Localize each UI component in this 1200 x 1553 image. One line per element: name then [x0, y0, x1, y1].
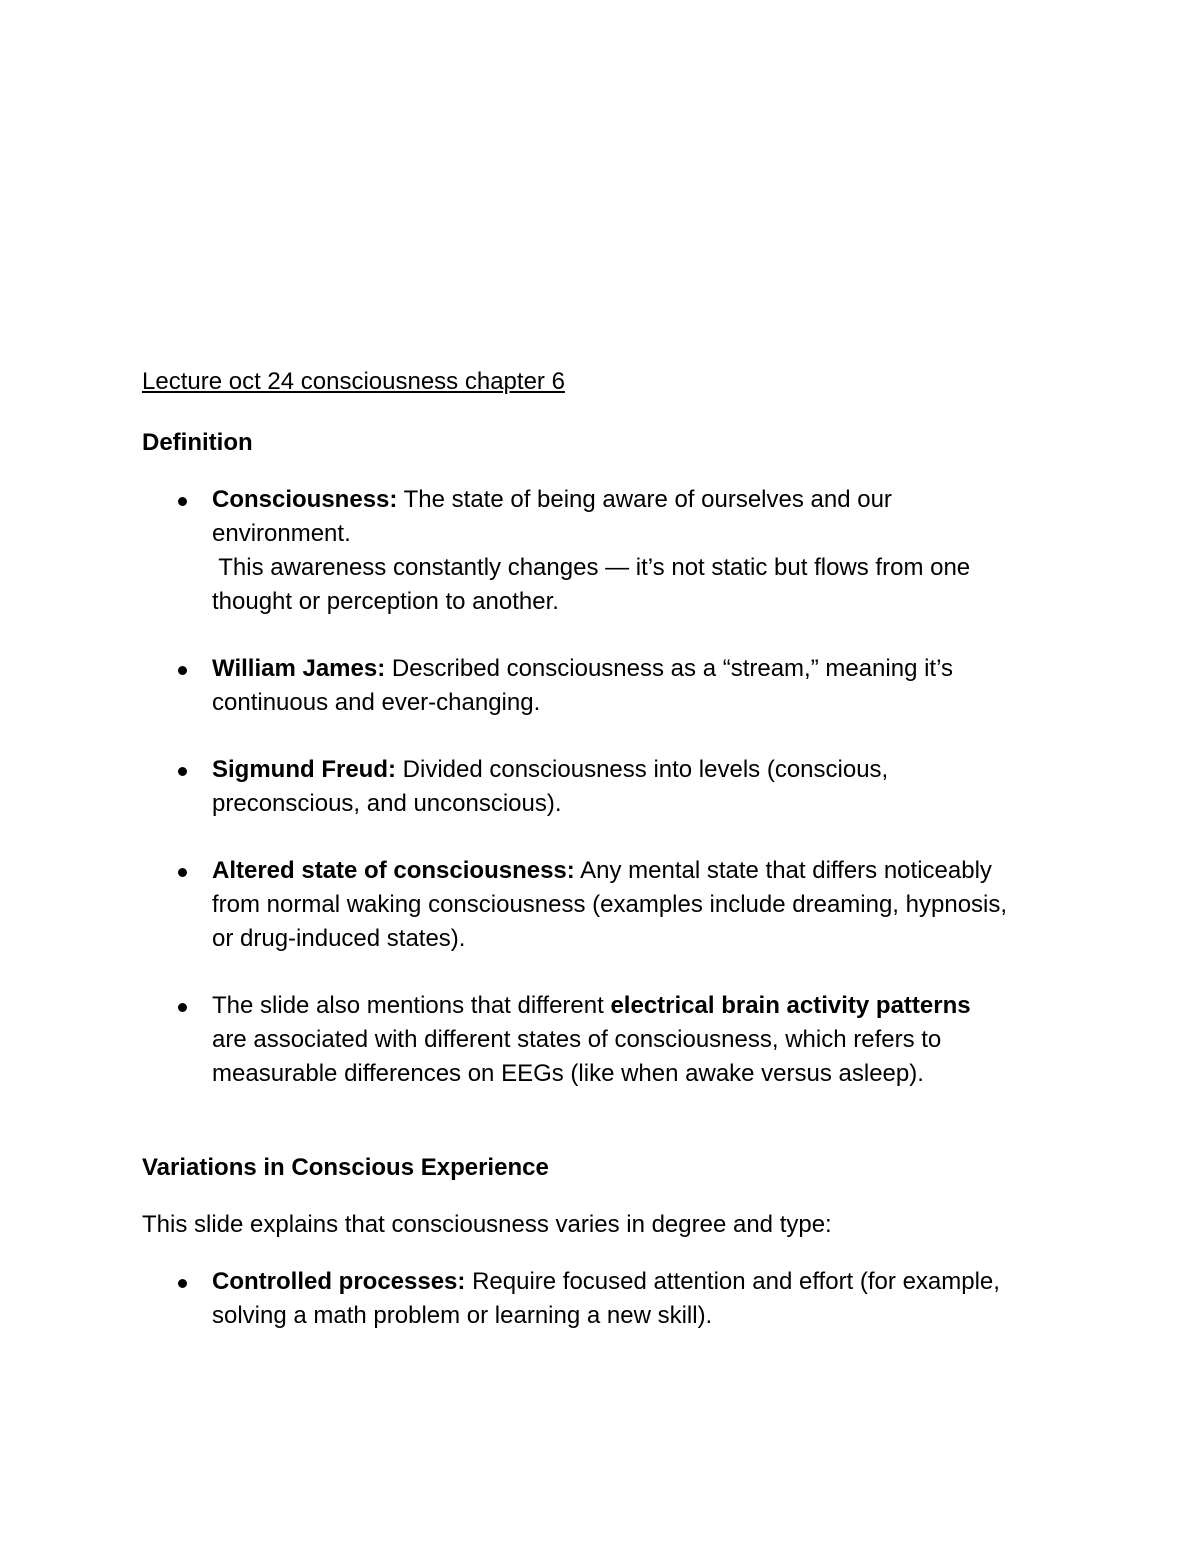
definition-text: Require focused attention and effort (for example,	[465, 1268, 1000, 1295]
term-william-james: William James:	[212, 655, 386, 682]
list-item-controlled-processes	[212, 1265, 1082, 1333]
list-item-line: or drug-induced states).	[212, 925, 466, 952]
list-item-line: This awareness constantly changes — it’s not static but flows from one	[212, 554, 971, 581]
list-item-line	[212, 652, 1082, 686]
list-item-consciousness	[212, 483, 1082, 619]
list-item-line: solving a math problem or learning a new skill).	[212, 1302, 713, 1329]
list-item-line	[212, 483, 1082, 517]
definition-text: The state of being aware of ourselves and our	[397, 486, 892, 513]
list-item-line: are associated with different states of consciousness, which refers to	[212, 1026, 942, 1053]
term-altered-state: Altered state of consciousness:	[212, 857, 575, 884]
definition-text: The slide also mentions that different	[212, 992, 611, 1019]
list-item-line	[212, 989, 1082, 1023]
list-item-line: preconscious, and unconscious).	[212, 790, 562, 817]
definition-text: Divided consciousness into levels (conscious,	[395, 756, 889, 783]
list-item-brain-activity	[212, 989, 1082, 1091]
list-item-altered-state	[212, 854, 1082, 956]
bullet-icon	[178, 666, 187, 675]
term-controlled-processes: Controlled processes:	[212, 1268, 466, 1295]
bullet-icon	[178, 868, 187, 877]
list-item-william-james	[212, 652, 1082, 720]
term-sigmund-freud: Sigmund Freud:	[212, 756, 396, 783]
bullet-icon	[178, 1279, 187, 1288]
document-title: Lecture oct 24 consciousness chapter 6	[142, 368, 565, 395]
list-item-line: from normal waking consciousness (examples include dreaming, hypnosis,	[212, 891, 1008, 918]
section-heading-variations: Variations in Conscious Experience	[142, 1154, 549, 1181]
list-item-line	[212, 854, 1082, 888]
bullet-icon	[178, 767, 187, 776]
list-item-line: continuous and ever-changing.	[212, 689, 541, 716]
section-intro-paragraph: This slide explains that consciousness varies in degree and type:	[142, 1211, 832, 1238]
definition-text: Described consciousness as a “stream,” meaning it’s	[385, 655, 953, 682]
term-consciousness: Consciousness:	[212, 486, 398, 513]
list-item-line: measurable differences on EEGs (like when awake versus asleep).	[212, 1060, 924, 1087]
list-item-line: thought or perception to another.	[212, 588, 559, 615]
list-item-line	[212, 753, 1082, 787]
list-item-sigmund-freud	[212, 753, 1082, 821]
bullet-icon	[178, 1003, 187, 1012]
definition-text: Any mental state that differs noticeably	[574, 857, 992, 884]
term-electrical-brain-activity: electrical brain activity patterns	[610, 992, 971, 1019]
section-heading-definition: Definition	[142, 429, 253, 456]
list-item-line	[212, 1265, 1082, 1299]
list-item-line: environment.	[212, 520, 351, 547]
bullet-icon	[178, 497, 187, 506]
